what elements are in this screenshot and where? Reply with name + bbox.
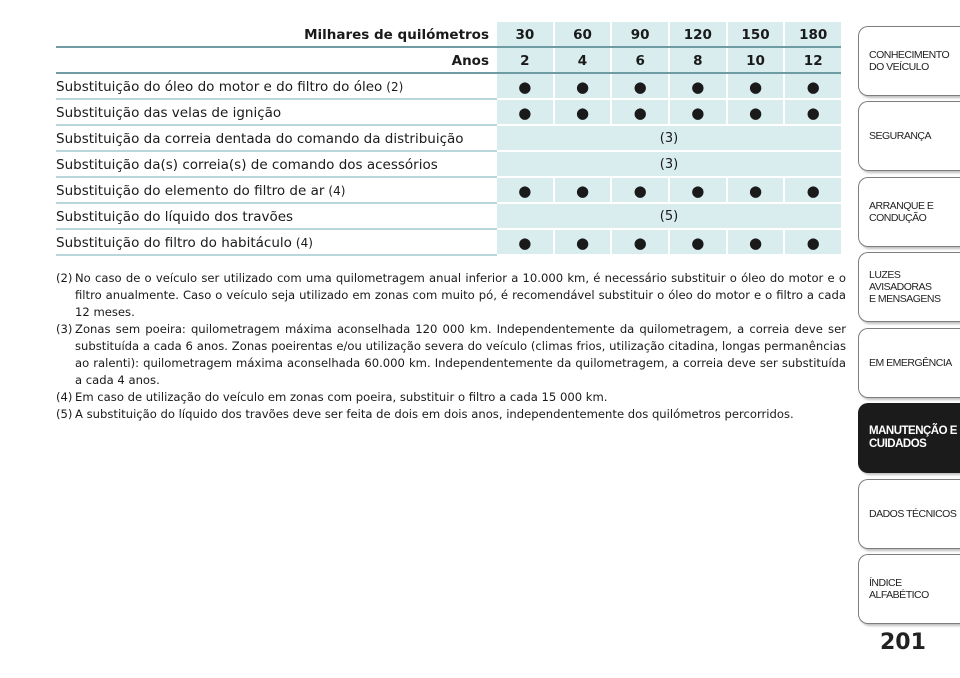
- row-label-text: Substituição do elemento do filtro de ar: [56, 183, 325, 199]
- header-years-cell: 6: [610, 48, 668, 74]
- interval-bullet: ●: [610, 178, 668, 204]
- interval-bullet: ●: [518, 104, 532, 122]
- tab-label: ÍNDICE ALFABÉTICO: [869, 577, 929, 601]
- table-row: [56, 126, 841, 152]
- row-label: [56, 152, 497, 178]
- interval-bullet: ●: [726, 100, 784, 126]
- footnote-text: Zonas sem poeira: quilometragem máxima aconselhada 120 000 km. Independentemente da quilometragem, a correia deve ser substituída a cada 6 anos. Zonas poeirentas e/ou utilização severa do veículo (climas frios, utilização citadina, longas permanências ao ralenti): quilometragem máxima aconselhada 60.000 km. Independentemente da quilometragem, a correia deve ser substituída a cada 4 anos.: [75, 322, 846, 387]
- row-label-text: Substituição do óleo do motor e do filtro do óleo: [56, 79, 383, 95]
- row-label: [56, 178, 497, 204]
- header-row-km: [56, 22, 841, 48]
- interval-note: (5): [659, 209, 679, 224]
- interval-bullet: ●: [668, 100, 726, 126]
- interval-bullet: ●: [726, 230, 784, 256]
- row-label: [56, 100, 497, 126]
- header-km-label: Milhares de quilómetros: [304, 27, 489, 43]
- interval-bullet: ●: [668, 74, 726, 100]
- header-years-cell: 2: [520, 53, 530, 69]
- interval-bullet: ●: [553, 100, 611, 126]
- row-label-text: Substituição da(s) correia(s) de comando dos acessórios: [56, 157, 438, 173]
- page-number: 201: [880, 630, 926, 655]
- header-years-cell: 4: [553, 48, 611, 74]
- footnote: [56, 389, 846, 406]
- interval-bullet: ●: [553, 74, 611, 100]
- table-row: [56, 152, 841, 178]
- row-label: [56, 230, 497, 256]
- table-body: [56, 74, 841, 256]
- row-note-ref: (4): [295, 236, 313, 250]
- tab-label: SEGURANÇA: [869, 130, 932, 142]
- interval-bullet: ●: [668, 230, 726, 256]
- interval-bullet: ●: [610, 230, 668, 256]
- row-note-ref: (2): [386, 80, 404, 94]
- table-row: [56, 178, 841, 204]
- row-label-text: Substituição da correia dentada do comando da distribuição: [56, 131, 464, 147]
- footnote-number: (5): [56, 407, 73, 421]
- tab-emergency[interactable]: [858, 328, 960, 398]
- row-label-text: Substituição das velas de ignição: [56, 105, 282, 121]
- footnote-text: A substituição do líquido dos travões deve ser feita de dois em dois anos, independentemente dos quilómetros percorridos.: [75, 407, 794, 421]
- footnote-text: Em caso de utilização do veículo em zonas com poeira, substituir o filtro a cada 15 000 km.: [75, 390, 608, 404]
- tab-technical-data[interactable]: [858, 479, 960, 549]
- footnote: [56, 270, 846, 321]
- footnote-text: No caso de o veículo ser utilizado com uma quilometragem anual inferior a 10.000 km, é necessário substituir o óleo do motor e o filtro anualmente. Caso o veículo seja utilizado em zonas com muito pó, é recomendável substituir o óleo do motor e o filtro a cada 12 meses.: [75, 271, 846, 319]
- tab-label: ARRANQUE E CONDUÇÃO: [869, 200, 934, 224]
- interval-note: (3): [659, 131, 679, 146]
- header-km-cell: 90: [610, 22, 668, 48]
- interval-bullet: ●: [726, 178, 784, 204]
- tab-safety[interactable]: [858, 101, 960, 171]
- interval-bullet: ●: [783, 178, 841, 204]
- footnote-number: (3): [56, 322, 73, 336]
- maintenance-schedule-table: [56, 22, 841, 256]
- header-row-years: [56, 48, 841, 74]
- tab-label: LUZES AVISADORAS E MENSAGENS: [869, 269, 941, 305]
- header-km-cells: [497, 22, 841, 48]
- interval-bullet: ●: [783, 74, 841, 100]
- row-label-text: Substituição do filtro do habitáculo: [56, 235, 292, 251]
- tab-maintenance[interactable]: [858, 403, 960, 473]
- interval-bullet: ●: [726, 74, 784, 100]
- row-cells: [497, 152, 841, 178]
- interval-bullet: ●: [553, 230, 611, 256]
- row-label: [56, 204, 497, 230]
- interval-bullet: ●: [783, 230, 841, 256]
- row-cells: [497, 178, 841, 204]
- header-km-cell: 150: [726, 22, 784, 48]
- row-cells: [497, 100, 841, 126]
- interval-note: (3): [659, 157, 679, 172]
- interval-bullet: ●: [518, 78, 532, 96]
- header-km-cell: 30: [515, 27, 535, 43]
- table-row: [56, 74, 841, 100]
- row-label: [56, 74, 497, 100]
- tab-label: CONHECIMENTO DO VEÍCULO: [869, 49, 950, 73]
- tab-vehicle-knowledge[interactable]: [858, 26, 960, 96]
- header-years-cells: [497, 48, 841, 74]
- table-row: [56, 100, 841, 126]
- row-note-ref: (4): [328, 184, 346, 198]
- header-years-cell: 12: [783, 48, 841, 74]
- row-cells: [497, 230, 841, 256]
- header-km-cell: 180: [783, 22, 841, 48]
- footnotes: [56, 270, 846, 423]
- footnote: [56, 406, 846, 423]
- header-years-cell: 10: [726, 48, 784, 74]
- table-row: [56, 204, 841, 230]
- row-label: [56, 126, 497, 152]
- tab-starting-driving[interactable]: [858, 177, 960, 247]
- tab-label: DADOS TÉCNICOS: [869, 508, 957, 520]
- interval-bullet: ●: [553, 178, 611, 204]
- row-cells: [497, 74, 841, 100]
- footnote: [56, 321, 846, 389]
- row-divider: [56, 254, 841, 256]
- row-cells: [497, 204, 841, 230]
- footnote-number: (2): [56, 271, 73, 285]
- tab-index[interactable]: [858, 554, 960, 624]
- footnote-number: (4): [56, 390, 73, 404]
- tab-label: EM EMERGÊNCIA: [869, 357, 952, 369]
- table-row: [56, 230, 841, 256]
- header-years-cell: 8: [668, 48, 726, 74]
- tab-label: MANUTENÇÃO E CUIDADOS: [869, 425, 957, 450]
- interval-bullet: ●: [668, 178, 726, 204]
- interval-bullet: ●: [518, 234, 532, 252]
- header-km-cell: 60: [553, 22, 611, 48]
- row-cells: [497, 126, 841, 152]
- header-years-label: Anos: [451, 53, 489, 69]
- interval-bullet: ●: [518, 182, 532, 200]
- row-label-text: Substituição do líquido dos travões: [56, 209, 294, 225]
- interval-bullet: ●: [610, 74, 668, 100]
- interval-bullet: ●: [783, 100, 841, 126]
- header-km-cell: 120: [668, 22, 726, 48]
- interval-bullet: ●: [610, 100, 668, 126]
- tab-warning-lights[interactable]: [858, 252, 960, 322]
